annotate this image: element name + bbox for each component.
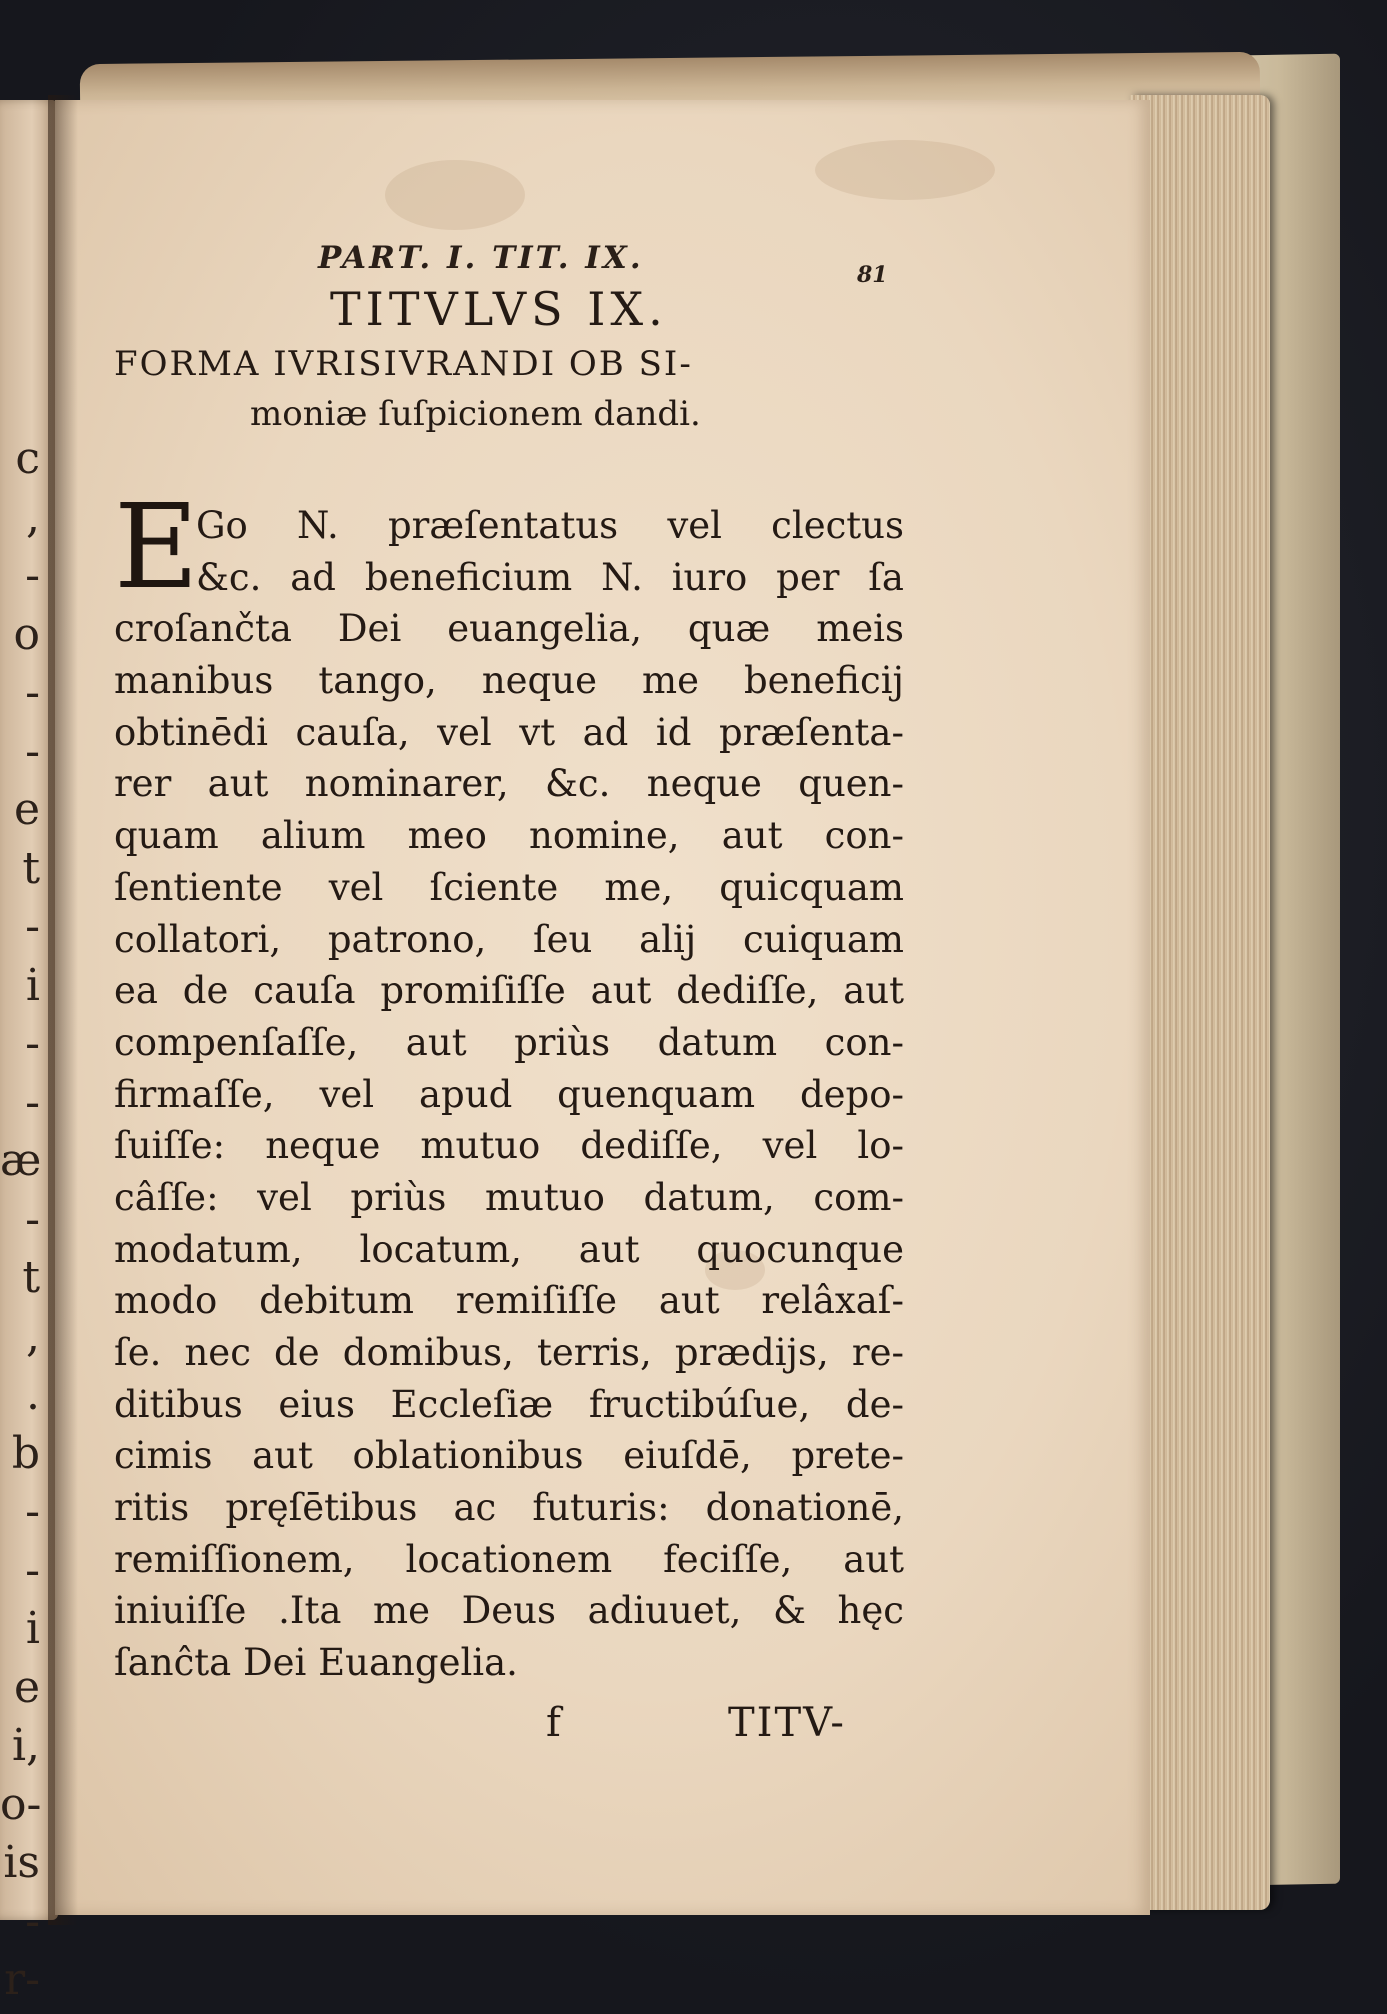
left-page-line-end: c bbox=[15, 433, 40, 484]
section-title: TITVLVS IX. bbox=[330, 282, 668, 336]
text-line: ditibus eius Eccleſiæ fructibúſue, de- bbox=[114, 1382, 904, 1426]
text-line: iniuiſſe .Ita me Deus adiuuet, & hęc bbox=[114, 1589, 904, 1633]
left-page-line-end: - bbox=[25, 1895, 40, 1947]
catchword: TITV- bbox=[728, 1700, 846, 1746]
section-subtitle-line-1: FORMA IVRISIVRANDI OB SI- bbox=[114, 344, 693, 384]
page-number: 81 bbox=[857, 262, 888, 288]
gutter-shadow bbox=[48, 95, 78, 1925]
left-page-line-end: o- bbox=[0, 1778, 42, 1830]
text-line: obtinēdi cauſa, vel vt ad id præſenta- bbox=[114, 710, 904, 754]
left-page-line-end: , bbox=[26, 1310, 40, 1362]
text-line: manibus tango, neque me beneficij bbox=[114, 659, 904, 703]
text-line: &c. ad beneficium N. iuro per ſa bbox=[196, 555, 904, 599]
left-page-line-end: i bbox=[25, 959, 40, 1011]
left-page-line-end: - bbox=[25, 550, 40, 601]
text-line: ritis pręſētibus ac futuris: donationē, bbox=[114, 1486, 904, 1530]
text-line: ſe. nec de domibus, terris, prædijs, re- bbox=[114, 1331, 904, 1374]
text-line: firmaſſe, vel apud quenquam depo- bbox=[114, 1072, 904, 1116]
text-line: quam alium meo nomine, aut con- bbox=[114, 814, 904, 858]
left-page-line-end: - bbox=[25, 1486, 40, 1537]
left-page-line-end: - bbox=[25, 1193, 40, 1245]
text-line: croſančta Dei euangelia, quæ meis bbox=[114, 607, 904, 651]
left-page-line-end: e bbox=[13, 784, 40, 835]
page-fore-edge-stack bbox=[1130, 95, 1270, 1910]
left-page-line-end: t bbox=[22, 1252, 40, 1303]
text-line: collatori, patrono, ſeu alij cuiquam bbox=[114, 917, 904, 961]
left-page-line-end: t bbox=[22, 842, 40, 894]
left-page-line-end: æ bbox=[0, 1135, 42, 1186]
signature-mark: f bbox=[546, 1700, 561, 1746]
left-page-line-end: o bbox=[13, 608, 40, 660]
section-subtitle-line-2: moniæ ſuſpicionem dandi. bbox=[250, 394, 701, 434]
text-line: ſanĉta Dei Euangelia. bbox=[114, 1641, 518, 1685]
left-page-line-ends bbox=[0, 430, 42, 2005]
left-page-line-end: b bbox=[11, 1427, 40, 1479]
left-page-line-end: , bbox=[26, 491, 40, 543]
left-page-line-end: i, bbox=[11, 1720, 40, 1771]
drop-cap-initial: E bbox=[114, 480, 199, 615]
left-page-line-end: - bbox=[25, 725, 40, 777]
left-page-line-end: is bbox=[3, 1837, 40, 1888]
text-line: cimis aut oblationibus eiuſdē, prete- bbox=[114, 1434, 904, 1478]
text-line: modo debitum remiſiſſe aut relâxaſ- bbox=[114, 1279, 904, 1323]
text-line: ſuiſſe: neque mutuo dediſſe, vel lo- bbox=[114, 1124, 904, 1168]
left-page-line-end: - bbox=[25, 901, 40, 952]
text-line: rer aut nominarer, &c. neque quen- bbox=[114, 762, 904, 806]
oath-text-body bbox=[114, 500, 904, 1689]
left-page-line-end: - bbox=[25, 1544, 40, 1596]
left-page-line-end: i bbox=[25, 1603, 40, 1654]
text-line: câſſe: vel priùs mutuo datum, com- bbox=[114, 1175, 904, 1219]
left-page-line-end: - bbox=[25, 1076, 40, 1128]
text-line: remiſſionem, locationem feciſſe, aut bbox=[114, 1537, 904, 1581]
text-line: compenſaſſe, aut priùs datum con- bbox=[114, 1020, 904, 1064]
left-page-line-end: . bbox=[26, 1369, 40, 1420]
left-page-line-end: r- bbox=[4, 1954, 40, 2005]
text-line: modatum, locatum, aut quocunque bbox=[114, 1227, 904, 1271]
text-line: ſentiente vel ſciente me, quicquam bbox=[114, 865, 904, 909]
left-page-line-end: - bbox=[25, 1018, 40, 1069]
left-page-line-end: e bbox=[13, 1661, 40, 1713]
text-line: ea de cauſa promiſiſſe aut dediſſe, aut bbox=[114, 969, 904, 1013]
text-line: Go N. præſentatus vel clectus bbox=[196, 504, 904, 547]
running-head: PART. I. TIT. IX. bbox=[318, 240, 644, 276]
left-page-line-end: - bbox=[25, 667, 40, 718]
